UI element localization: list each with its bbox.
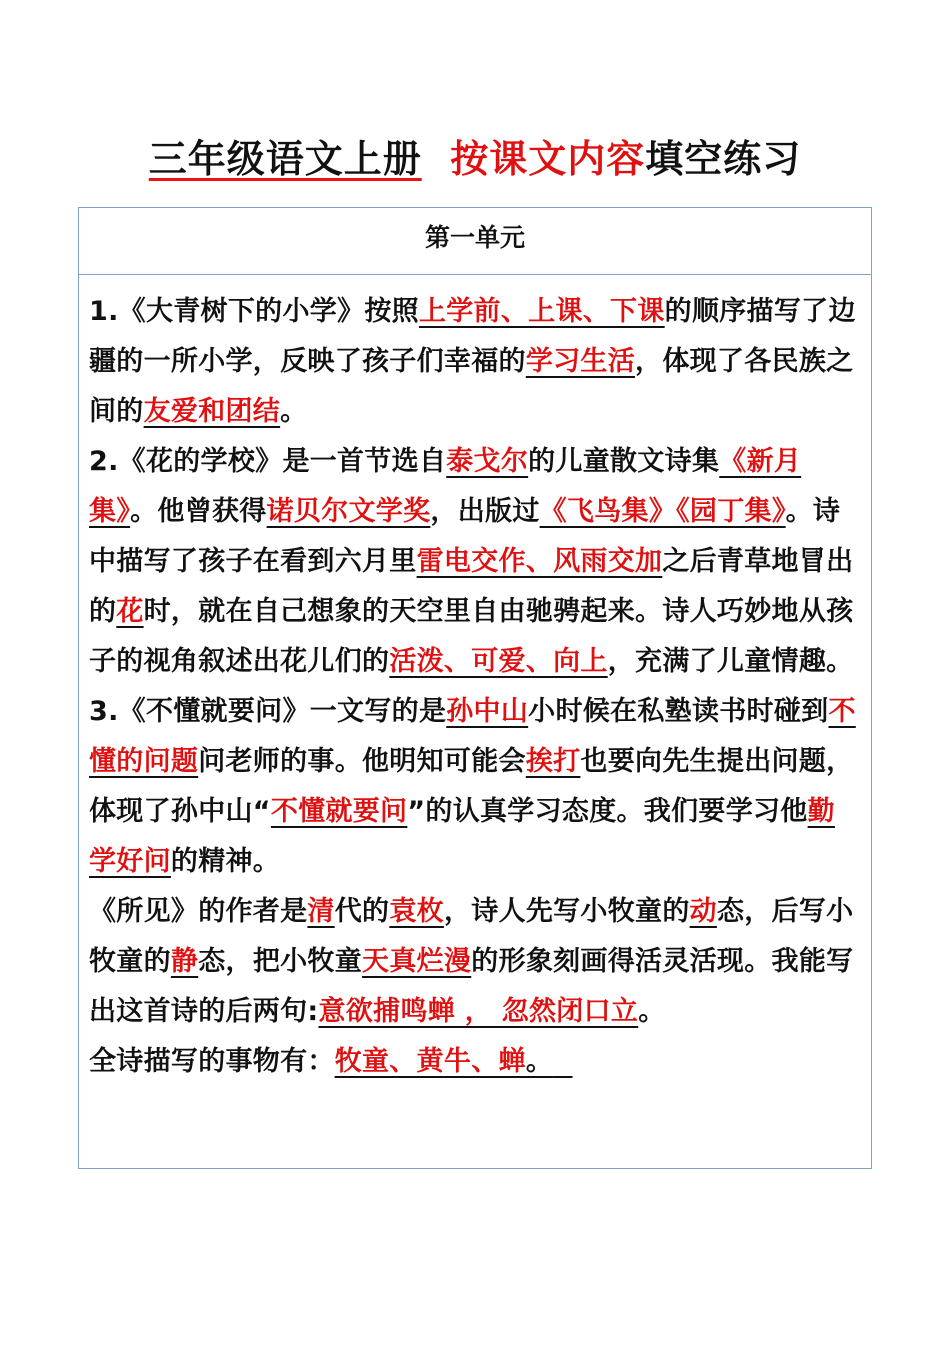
- q3-answer-3: 挨打: [525, 746, 581, 777]
- q5-answer-group: [335, 1046, 573, 1077]
- q4-text-3: ，诗人先写小牧童的: [443, 896, 690, 927]
- q5-answer-1: 牧童、黄牛、蝉: [334, 1046, 526, 1077]
- unit-header: 第一单元: [79, 208, 871, 275]
- q2-answer-7: 活泼、可爱、向上: [389, 646, 608, 677]
- q1-text-3: ，体现了各民族之间的: [89, 346, 854, 427]
- q2-answer-5: 雷电交作、风雨交加: [416, 546, 663, 577]
- q2-answer-3: 诺贝尔文学奖: [266, 496, 431, 527]
- q2-text-3: 。他曾获得: [130, 496, 267, 527]
- q2-text-4: ，出版过: [430, 496, 540, 527]
- exercise-content: [79, 275, 871, 1087]
- q2-text-2: 的儿童散文诗集: [528, 446, 720, 477]
- q2-text-1: 2.《花的学校》是一首节选自: [89, 446, 447, 477]
- q3-answer-4: 不懂就要问: [270, 796, 408, 827]
- q1-answer-1: 上学前、上课、下课: [418, 296, 665, 327]
- q4-text-4: 态，后写小牧童的: [89, 896, 854, 977]
- q4-text-1: 《所见》的作者是: [89, 896, 308, 927]
- q1-text-4: 。: [280, 396, 308, 427]
- q4-text-5: 态，把小牧童: [198, 946, 363, 977]
- q2-answer-2: 《新月集》: [89, 446, 802, 527]
- q3-answer-5: 勤学好问: [89, 796, 835, 877]
- exercise-box: [78, 207, 872, 1169]
- q2-text-5: 。诗中描写了孩子在看到六月里: [89, 496, 841, 577]
- q1-text-2: 的顺序描写了边疆的一所小学，反映了孩子们幸福的: [89, 296, 856, 377]
- q2-answer-1: 泰戈尔: [446, 446, 529, 477]
- q4-answer-5: 天真烂漫: [362, 946, 472, 977]
- q4-text-2: 代的: [334, 896, 390, 927]
- q3-text-6: 的精神。: [170, 846, 281, 877]
- q3-text-3: 问老师的事。他明知可能会: [198, 746, 526, 777]
- title-highlight: 按课文内容: [450, 137, 646, 181]
- q3-text-4: 也要向先生提出问题，体现了孙中山“: [89, 746, 854, 827]
- q2-text-8: ，充满了儿童情趣。: [607, 646, 854, 677]
- q4-answer-2: 袁枚: [389, 896, 444, 927]
- q1-answer-2: 学习生活: [525, 346, 636, 377]
- q5-text-2: 。: [525, 1046, 554, 1077]
- page-title: [0, 128, 950, 183]
- q5-text-1: 全诗描写的事物有：: [89, 1046, 335, 1077]
- q3-text-2: 小时候在私塾读书时碰到: [528, 696, 829, 727]
- q3-answer-1: 孙中山: [446, 696, 529, 727]
- q3-text-1: 3.《不懂就要问》一文写的是: [89, 696, 447, 727]
- question-3: [89, 687, 861, 887]
- question-2: [89, 437, 861, 687]
- q2-answer-6: 花: [116, 596, 144, 627]
- q2-text-6: 之后青草地冒出的: [89, 546, 854, 627]
- title-suffix: 填空练习: [645, 137, 802, 181]
- q4-answer-4: 静: [170, 946, 199, 977]
- q3-text-5: ”的认真学习态度。我们要学习他: [407, 796, 808, 827]
- q1-text-1: 1.《大青树下的小学》按照: [89, 296, 419, 327]
- q2-answer-4: 《飞鸟集》《园丁集》: [539, 496, 786, 527]
- q1-answer-3: 友爱和团结: [143, 396, 281, 427]
- q4-text-7: 。: [638, 996, 666, 1027]
- q4-answer-3: 动: [689, 896, 717, 927]
- q4-answer-6: 意欲捕鸣蝉 ， 忽然闭口立: [318, 996, 639, 1027]
- question-4: [89, 887, 861, 1037]
- question-1: [89, 287, 861, 437]
- q2-text-7: 时，就在自己想象的天空里自由驰骋起来。诗人巧妙地从孩子的视角叙述出花儿们的: [89, 596, 854, 677]
- question-5: [89, 1037, 861, 1087]
- q4-answer-1: 清: [307, 896, 335, 927]
- title-grade: 三年级语文上册: [148, 137, 422, 181]
- q3-answer-2: 不懂的问题: [89, 696, 856, 777]
- q4-text-6: 的形象刻画得活灵活现。我能写出这首诗的后两句:: [89, 946, 854, 1027]
